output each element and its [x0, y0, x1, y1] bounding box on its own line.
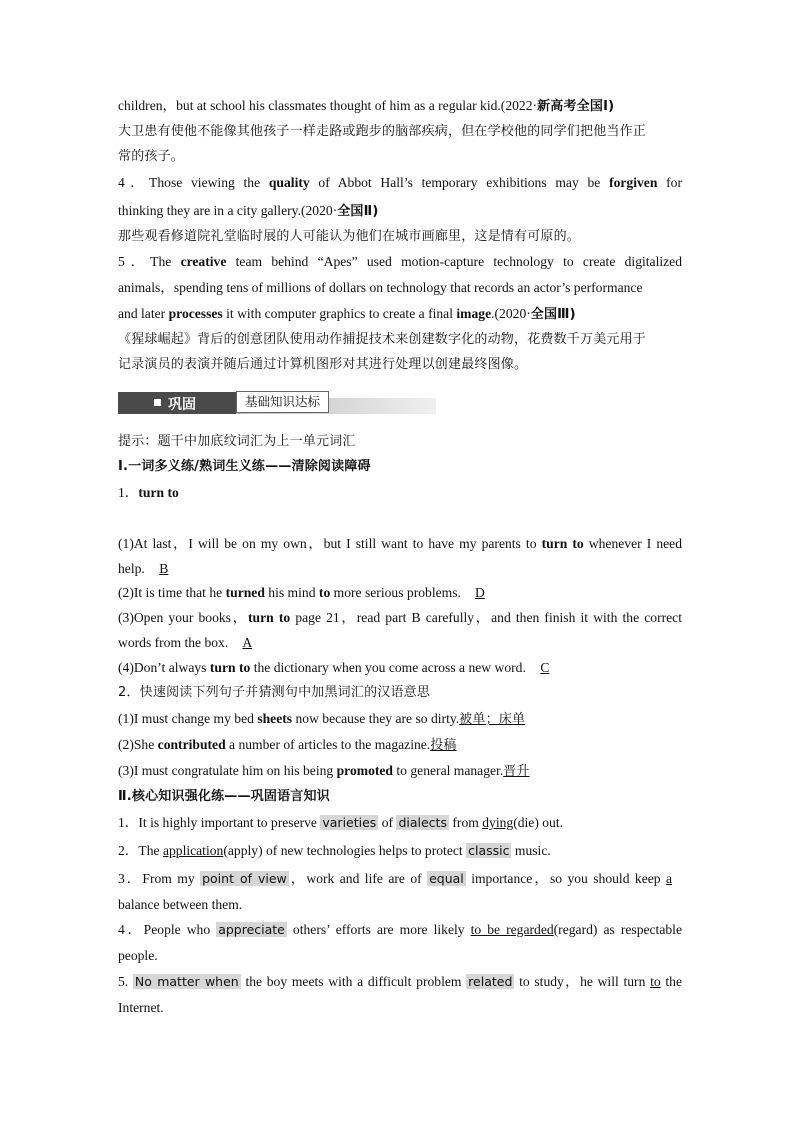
q2-s3	[118, 762, 682, 781]
e4-line-1	[118, 921, 682, 939]
q1-s1-line-1	[118, 535, 682, 553]
e1	[118, 814, 682, 832]
q1-s1-text: help.	[118, 561, 145, 576]
e1-highlight: dialects	[398, 815, 447, 830]
q1-s2-text: (2)It is time that he	[118, 585, 223, 600]
e5-highlight: related	[468, 974, 513, 989]
e2-text: music.	[514, 843, 551, 858]
e5-text: 5.	[118, 974, 129, 989]
e5-highlight: No matter when	[134, 974, 239, 989]
p4-line-1	[118, 174, 682, 192]
q1-s3-line-1	[118, 609, 682, 627]
p4-translation: 那些观看修道院礼堂临时展的人可能认为他们在城市画廊里，这是情有可原的。	[118, 229, 581, 244]
p5-text: .(2020·	[491, 306, 531, 321]
section-1-heading: Ⅰ.一词多义练/熟词生义练——清除阅读障碍	[118, 459, 371, 474]
q1-s3-text: words from the box.	[118, 635, 229, 650]
p5-line-1	[118, 253, 682, 271]
q1-s3-answer: A	[242, 635, 253, 650]
q1-s2-keyword: turned	[225, 585, 265, 600]
q1-s2-text: more serious problems.	[333, 585, 461, 600]
e4-text: others’ efforts are more likely	[292, 922, 465, 937]
q1-s4	[118, 659, 682, 677]
e5-answer: to	[650, 974, 661, 989]
q2-s2-answer: 投稿	[430, 738, 457, 753]
e1-highlight: varieties	[322, 815, 377, 830]
q2-s2-keyword: contributed	[157, 737, 226, 752]
e2-answer: application	[162, 843, 224, 858]
p4-source: 全国Ⅱ)	[337, 204, 379, 219]
q2-s2-text: a number of articles to the magazine.	[229, 737, 431, 752]
q1-s3-line-2	[118, 634, 682, 652]
q1-s2-keyword: to	[318, 585, 331, 600]
q1-s3-text: (3)Open your books，	[118, 610, 249, 625]
e1-text: 1．It is highly important to preserve	[118, 815, 317, 830]
hint-text: 提示：题干中加底纹词汇为上一单元词汇	[118, 434, 356, 449]
p5-line-3	[118, 305, 682, 324]
p5-text: team behind “Apes” used motion-capture technology to create digitalized	[235, 254, 682, 269]
q1-s3-keyword: turn to	[248, 610, 291, 625]
p5-text: and later	[118, 306, 166, 321]
q1-s1-keyword: turn to	[541, 536, 584, 551]
e2-text: 2．The	[118, 843, 160, 858]
e5-text: the boy meets with a difficult problem	[245, 974, 462, 989]
p4-keyword-quality: quality	[268, 175, 310, 190]
e1-text: of	[381, 815, 394, 830]
e5-line-2: Internet.	[118, 1000, 164, 1015]
q1-number: 1．	[118, 485, 139, 500]
e4-line-2: people.	[118, 948, 158, 963]
p1-english-line	[118, 97, 682, 116]
q1-s4-text: the dictionary when you come across a new word.	[253, 660, 526, 675]
q2-heading: 2．快速阅读下列句子并猜测句中加黑词汇的汉语意思	[118, 685, 431, 700]
q2-s2-text: (2)She	[118, 737, 155, 752]
e1-text: from	[452, 815, 479, 830]
q2-s1-text: (1)I must change my bed	[118, 711, 254, 726]
q1-s4-answer: C	[540, 660, 550, 675]
e5-text: the	[665, 974, 682, 989]
q1-heading	[118, 484, 682, 502]
p5-line-2: animals，spending tens of millions of dollars on technology that records an actor’s performance	[118, 280, 643, 295]
e5-text: to study，he will turn	[519, 974, 646, 989]
e3-highlight: point of view	[202, 871, 287, 886]
section-banner	[118, 390, 436, 416]
p5-keyword-image: image	[456, 306, 492, 321]
q2-s3-answer: 晋升	[503, 764, 530, 779]
p4-text: for	[666, 175, 682, 190]
e4-text: (regard) as respectable	[553, 922, 682, 937]
q2-s1-answer: 被单；床单	[459, 712, 526, 727]
p4-text: thinking they are in a city gallery.(2020·	[118, 203, 338, 218]
p5-translation-2: 记录演员的表演并随后通过计算机图形对其进行处理以创建最终图像。	[118, 357, 528, 372]
q2-s2	[118, 736, 682, 755]
p4-line-2	[118, 202, 682, 221]
p5-text: it with computer graphics to create a final	[226, 306, 453, 321]
e4-text: 4．People who	[118, 922, 211, 937]
e3-text: ，work and life are of	[288, 871, 422, 886]
e4-answer: to be regarded	[470, 922, 554, 937]
q1-word: turn to	[138, 485, 179, 500]
q1-s4-text: (4)Don’t always	[118, 660, 207, 675]
e2	[118, 842, 682, 860]
p4-keyword-forgiven: forgiven	[609, 175, 658, 190]
q2-s3-keyword: promoted	[336, 763, 393, 778]
e3-highlight: equal	[429, 871, 464, 886]
banner-title: 巩固	[168, 397, 196, 413]
square-bullet-icon	[154, 399, 161, 406]
p5-keyword-creative: creative	[180, 254, 227, 269]
p1-translation-2: 常的孩子。	[118, 149, 185, 164]
p1-text: children，but at school his classmates thought of him as a regular kid.(2022·	[118, 98, 538, 113]
e3-text: 3．From my	[118, 871, 195, 886]
banner-subtitle: 基础知识达标	[236, 391, 329, 413]
q2-s1-text: now because they are so dirty.	[295, 711, 460, 726]
e1-text: (die) out.	[513, 815, 564, 830]
e3-answer: a	[666, 871, 673, 886]
e2-highlight: classic	[468, 843, 510, 858]
section-2-heading: Ⅱ.核心知识强化练——巩固语言知识	[118, 789, 330, 804]
q1-s1-text: whenever I need	[588, 536, 682, 551]
q2-s1-keyword: sheets	[257, 711, 293, 726]
q2-s3-text: to general manager.	[396, 763, 504, 778]
p1-translation-1: 大卫患有使他不能像其他孩子一样走路或跑步的脑部疾病，但在学校他的同学们把他当作正	[118, 124, 647, 139]
q1-s4-keyword: turn to	[209, 660, 251, 675]
p1-source: 新高考全国Ⅰ)	[537, 99, 615, 114]
q1-s1-answer: B	[159, 561, 169, 576]
e4-highlight: appreciate	[218, 922, 285, 937]
p5-translation-1: 《猩球崛起》背后的创意团队使用动作捕捉技术来创建数字化的动物，花费数千万美元用于	[118, 332, 647, 347]
e3-line-2: balance between them.	[118, 897, 243, 912]
q1-s2-answer: D	[474, 585, 485, 600]
q1-s3-text: page 21，read part B carefully，and then finish it with the correct	[295, 610, 682, 625]
q1-s2	[118, 584, 682, 602]
q1-s1-line-2	[118, 560, 682, 578]
q1-s1-text: (1)At last，I will be on my own，but I still want to have my parents to	[118, 536, 537, 551]
p4-text: 4．Those viewing the	[118, 175, 261, 190]
e3-text: importance，so you should keep	[471, 871, 661, 886]
e2-text: (apply) of new technologies helps to protect	[223, 843, 463, 858]
p4-text: of Abbot Hall’s temporary exhibitions may be	[318, 175, 601, 190]
q1-s2-text: his mind	[268, 585, 316, 600]
e3-line-1	[118, 870, 682, 888]
q2-s1	[118, 710, 682, 729]
p5-text: 5．The	[118, 254, 172, 269]
p5-keyword-processes: processes	[168, 306, 223, 321]
e5-line-1	[118, 973, 682, 991]
q2-s3-text: (3)I must congratulate him on his being	[118, 763, 334, 778]
p5-source: 全国Ⅲ)	[530, 307, 576, 322]
e1-answer: dying	[482, 815, 514, 830]
